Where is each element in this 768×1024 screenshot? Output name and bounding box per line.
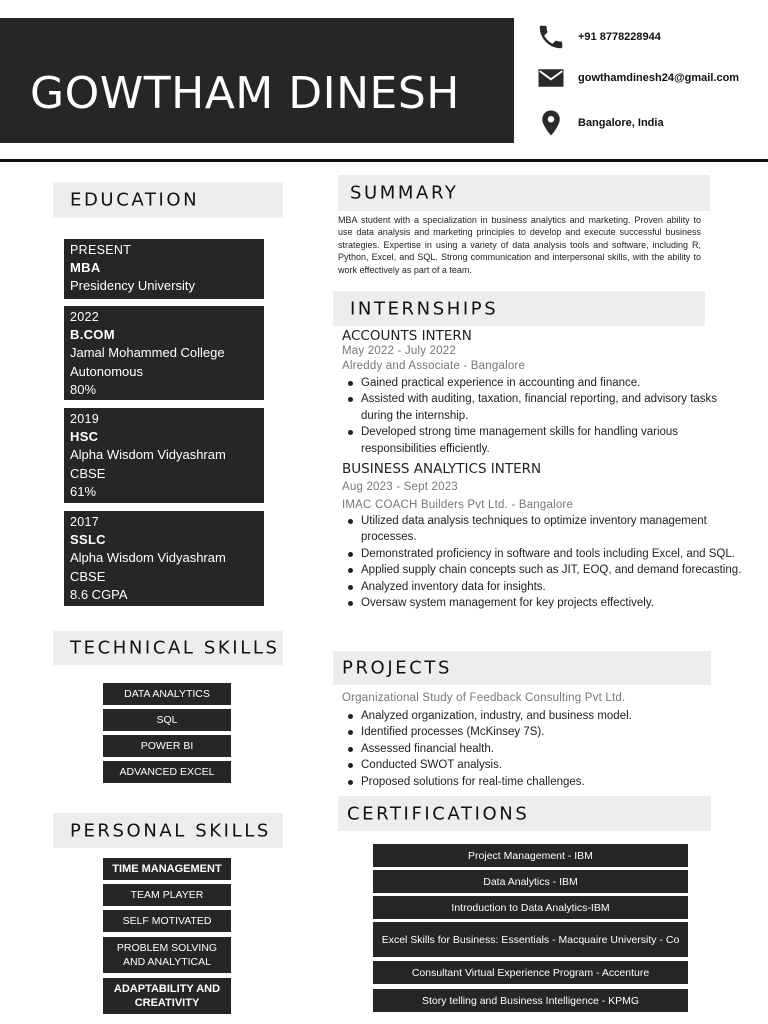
list-item: Assisted with auditing, taxation, financial reporting, and advisory tasks during the internship. (345, 391, 743, 424)
education-heading (53, 182, 283, 218)
personal-skill-tag: TIME MANAGEMENT (103, 858, 231, 880)
education-detail: 61% (70, 484, 97, 499)
list-item: Demonstrated proficiency in software and tools including Excel, and SQL. (345, 546, 743, 562)
list-item: Analyzed organization, industry, and business model. (345, 708, 743, 724)
phone-icon (536, 22, 566, 52)
job-title: BUSINESS ANALYTICS INTERN (342, 461, 542, 477)
certification-tag: Consultant Virtual Experience Program - Accenture (373, 961, 688, 984)
personal-skill-tag: ADAPTABILITY AND CREATIVITY (103, 978, 231, 1014)
name-banner (0, 18, 514, 143)
personal-skills-heading-text: PERSONAL SKILLS (70, 820, 271, 841)
list-item: Utilized data analysis techniques to optimize inventory management processes. (345, 513, 743, 546)
personal-skill-tag: TEAM PLAYER (103, 884, 231, 906)
education-detail: Alpha Wisdom Vidyashram (70, 447, 226, 462)
job-dates: May 2022 - July 2022 (342, 345, 456, 357)
project-bullets (345, 708, 743, 790)
list-item: Proposed solutions for real-time challenges. (345, 774, 743, 790)
list-item: Oversaw system management for key projects effectively. (345, 595, 743, 611)
job-bullets (345, 513, 743, 611)
contact-email (536, 63, 739, 93)
certification-tag: Data Analytics - IBM (373, 870, 688, 893)
education-heading-text: EDUCATION (70, 189, 200, 211)
projects-heading (333, 651, 711, 685)
certification-tag: Story telling and Business Intelligence - KPMG (373, 989, 688, 1012)
education-detail: Jamal Mohammed College (70, 345, 225, 360)
education-entry (64, 408, 264, 503)
projects-heading-text: PROJECTS (342, 657, 453, 679)
candidate-name: GOWTHAM DINESH (30, 68, 460, 119)
summary-heading-text: SUMMARY (350, 182, 459, 204)
education-entry (64, 511, 264, 606)
job-bullets (345, 375, 743, 457)
certifications-heading-text: CERTIFICATIONS (347, 803, 530, 824)
list-item: Conducted SWOT analysis. (345, 757, 743, 773)
phone-text: +91 8778228944 (578, 31, 661, 43)
education-detail: CBSE (70, 568, 106, 584)
technical-skill-tag: DATA ANALYTICS (103, 683, 231, 705)
header-divider (0, 159, 768, 162)
email-text: gowthamdinesh24@gmail.com (578, 72, 740, 84)
list-item: Applied supply chain concepts such as JIT, EOQ, and demand forecasting. (345, 562, 743, 578)
certification-tag: Introduction to Data Analytics-IBM (373, 896, 688, 919)
education-detail: 80% (70, 382, 97, 397)
technical-skill-tag: POWER BI (103, 735, 231, 757)
education-entry (64, 306, 264, 400)
job-title: ACCOUNTS INTERN (342, 328, 472, 344)
education-year: PRESENT (70, 243, 132, 257)
internships-heading (333, 291, 705, 326)
education-detail: Presidency University (70, 278, 195, 293)
location-pin-icon (536, 108, 566, 138)
list-item: Assessed financial health. (345, 741, 743, 757)
job-company: Alreddy and Associate - Bangalore (342, 360, 526, 372)
job-company: IMAC COACH Builders Pvt Ltd. - Bangalore (342, 499, 574, 511)
education-detail: CBSE (70, 465, 106, 481)
education-year: 2017 (70, 515, 100, 529)
certification-tag: Project Management - IBM (373, 844, 688, 867)
education-degree: SSLC (70, 532, 106, 547)
education-detail: Alpha Wisdom Vidyashram (70, 550, 226, 565)
envelope-icon (536, 63, 566, 93)
education-degree: MBA (70, 260, 101, 275)
list-item: Analyzed inventory data for insights. (345, 579, 743, 595)
certifications-heading (338, 796, 711, 831)
technical-skills-heading (53, 631, 283, 665)
project-subtitle: Organizational Study of Feedback Consulting Pvt Ltd. (342, 692, 626, 704)
personal-skills-heading (53, 813, 283, 848)
list-item: Developed strong time management skills for handling various responsibilities efficiently. (345, 424, 743, 457)
contact-location (536, 108, 664, 138)
personal-skill-tag: SELF MOTIVATED (103, 910, 231, 932)
education-detail: 8.6 CGPA (70, 587, 128, 602)
personal-skill-tag: PROBLEM SOLVING AND ANALYTICAL (103, 937, 231, 973)
technical-skill-tag: SQL (103, 709, 231, 731)
technical-skills-heading-text: TECHNICAL SKILLS (70, 637, 280, 659)
internships-heading-text: INTERNSHIPS (350, 298, 499, 319)
education-detail: Autonomous (70, 363, 143, 379)
technical-skill-tag: ADVANCED EXCEL (103, 761, 231, 783)
summary-paragraph: MBA student with a specialization in business analytics and marketing. Proven ability to use data analysis and marketing principles to develop and execute successful business strategies. Expertise in using a variety of data analysis tools and software, including R, Python, Excel, and SQL. Strong communication and interpersonal skills, with the ability to work effectively as part of a team. (338, 215, 701, 275)
location-text: Bangalore, India (578, 117, 664, 129)
education-year: 2019 (70, 412, 100, 426)
list-item: Identified processes (McKinsey 7S). (345, 724, 743, 740)
education-degree: HSC (70, 429, 99, 444)
education-degree: B.COM (70, 327, 115, 342)
contact-phone (536, 22, 661, 52)
list-item: Gained practical experience in accounting and finance. (345, 375, 743, 391)
summary-heading (338, 175, 710, 211)
job-dates: Aug 2023 - Sept 2023 (342, 481, 458, 493)
education-entry (64, 239, 264, 299)
certification-tag: Excel Skills for Business: Essentials - Macquaire University - Co (373, 922, 688, 957)
education-year: 2022 (70, 310, 100, 324)
